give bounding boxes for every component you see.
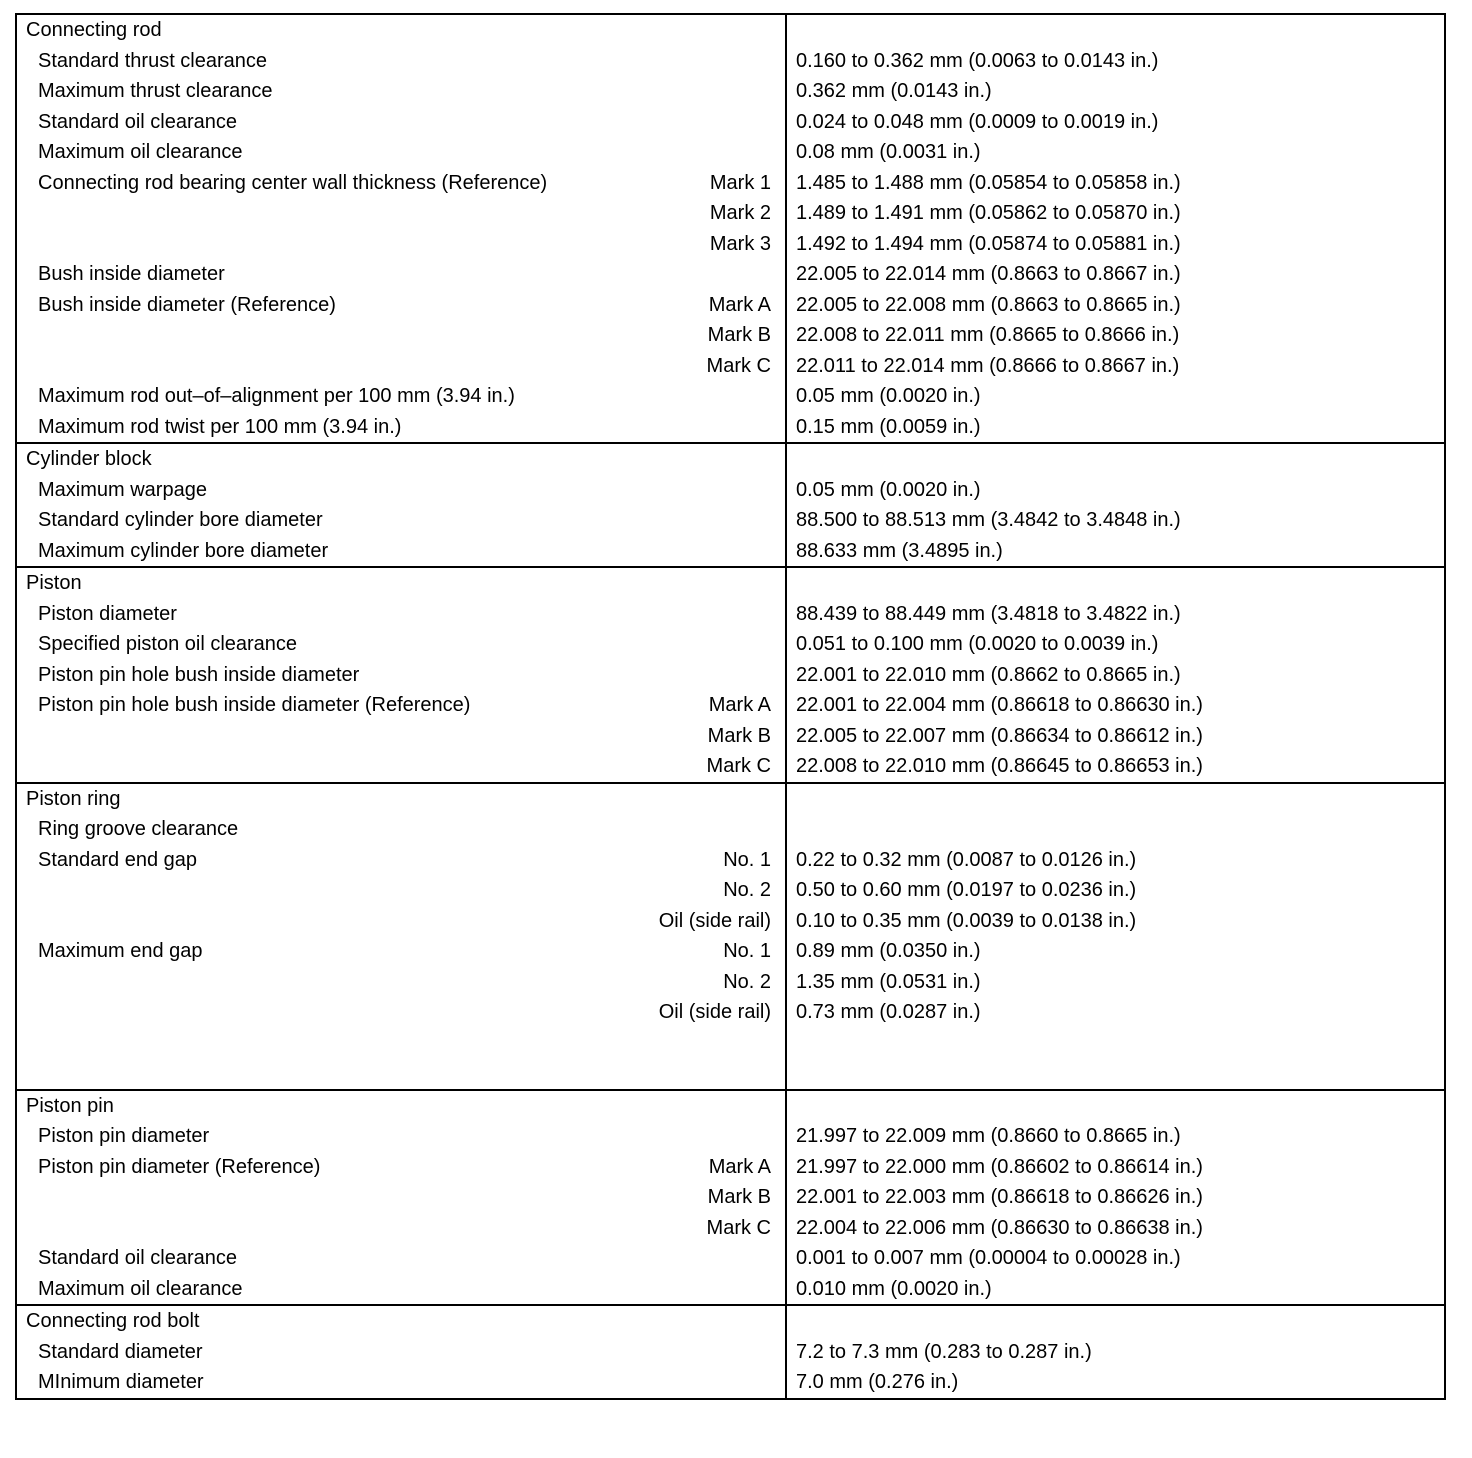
spec-value: 21.997 to 22.000 mm (0.86602 to 0.86614 in.) <box>796 1155 1203 1178</box>
spec-section <box>17 1089 1444 1305</box>
empty-row <box>17 1028 1444 1059</box>
spec-value: 0.08 mm (0.0031 in.) <box>796 141 981 163</box>
spec-value: 0.22 to 0.32 mm (0.0087 to 0.0126 in.) <box>796 848 1137 871</box>
spec-value: 22.005 to 22.008 mm (0.8663 to 0.8665 in.) <box>796 293 1181 316</box>
spec-row <box>17 936 1444 967</box>
section-title-row <box>17 1306 1444 1337</box>
spec-mark: Mark C <box>706 1216 771 1239</box>
spec-mark: Mark B <box>707 1186 771 1208</box>
spec-mark: Mark B <box>707 724 771 747</box>
spec-row <box>17 320 1444 351</box>
spec-section <box>17 1304 1444 1398</box>
spec-mark: Mark B <box>707 324 771 346</box>
spec-row <box>17 76 1444 107</box>
spec-mark: Mark 2 <box>709 202 771 224</box>
spec-value: 22.008 to 22.011 mm (0.8665 to 0.8666 in.) <box>796 324 1180 346</box>
spec-value: 1.35 mm (0.0531 in.) <box>796 970 981 993</box>
spec-value: 0.05 mm (0.0020 in.) <box>796 385 981 407</box>
spec-row <box>17 46 1444 77</box>
section-title: Connecting rod bolt <box>26 1310 200 1332</box>
spec-mark: Mark 1 <box>709 171 771 194</box>
spec-label: Piston pin diameter <box>38 1125 210 1147</box>
spec-row <box>17 1152 1444 1183</box>
spec-row <box>17 1337 1444 1368</box>
spec-row <box>17 290 1444 321</box>
spec-row <box>17 845 1444 876</box>
spec-row <box>17 660 1444 691</box>
spec-row <box>17 381 1444 412</box>
section-title-row <box>17 568 1444 599</box>
spec-value: 0.001 to 0.007 mm (0.00004 to 0.00028 in.) <box>796 1247 1181 1269</box>
spec-label: Standard end gap <box>38 848 198 871</box>
spec-row <box>17 505 1444 536</box>
spec-label: Standard diameter <box>38 1340 203 1363</box>
spec-row <box>17 107 1444 138</box>
spec-row <box>17 1213 1444 1244</box>
section-title: Connecting rod <box>26 19 162 41</box>
spec-row <box>17 1367 1444 1398</box>
spec-value: 22.008 to 22.010 mm (0.86645 to 0.86653 in.) <box>796 755 1203 777</box>
spec-row <box>17 814 1444 845</box>
spec-label: Maximum cylinder bore diameter <box>38 539 329 562</box>
spec-mark: Mark C <box>706 755 771 777</box>
spec-row <box>17 536 1444 567</box>
spec-value: 22.001 to 22.010 mm (0.8662 to 0.8665 in.) <box>796 663 1181 686</box>
section-title-row <box>17 784 1444 815</box>
spec-table <box>15 13 1446 1400</box>
spec-value: 0.362 mm (0.0143 in.) <box>796 80 992 102</box>
section-title: Piston ring <box>26 787 121 810</box>
spec-row <box>17 997 1444 1028</box>
spec-value: 0.05 mm (0.0020 in.) <box>796 478 981 501</box>
spec-label: Piston pin hole bush inside diameter (Reference) <box>38 694 471 716</box>
spec-row <box>17 351 1444 382</box>
spec-label: Standard thrust clearance <box>38 49 268 72</box>
spec-mark: No. 1 <box>723 848 771 871</box>
spec-value: 7.2 to 7.3 mm (0.283 to 0.287 in.) <box>796 1340 1092 1363</box>
spec-label: Maximum warpage <box>38 478 207 501</box>
empty-row <box>17 1058 1444 1089</box>
spec-label: Maximum oil clearance <box>38 141 243 163</box>
spec-value: 0.024 to 0.048 mm (0.0009 to 0.0019 in.) <box>796 110 1159 133</box>
spec-value: 1.485 to 1.488 mm (0.05854 to 0.05858 in.) <box>796 171 1181 194</box>
spec-row <box>17 198 1444 229</box>
spec-mark: No. 1 <box>723 940 771 962</box>
section-title-row <box>17 15 1444 46</box>
spec-label: Piston pin hole bush inside diameter <box>38 663 360 686</box>
spec-row <box>17 1274 1444 1305</box>
spec-value: 0.89 mm (0.0350 in.) <box>796 940 981 962</box>
section-title: Piston <box>26 572 82 594</box>
spec-row <box>17 168 1444 199</box>
spec-value: 0.73 mm (0.0287 in.) <box>796 1001 981 1023</box>
spec-label: MInimum diameter <box>38 1371 204 1393</box>
spec-value: 88.439 to 88.449 mm (3.4818 to 3.4822 in.) <box>796 602 1181 625</box>
spec-mark: Mark A <box>708 694 771 716</box>
spec-mark: No. 2 <box>723 879 771 901</box>
spec-section <box>17 782 1444 1089</box>
section-title: Piston pin <box>26 1094 114 1117</box>
spec-label: Standard cylinder bore diameter <box>38 509 323 531</box>
spec-value: 88.633 mm (3.4895 in.) <box>796 539 1003 562</box>
spec-row <box>17 629 1444 660</box>
spec-mark: Mark A <box>708 293 771 316</box>
spec-row <box>17 475 1444 506</box>
spec-value: 22.005 to 22.007 mm (0.86634 to 0.86612 in.) <box>796 724 1203 747</box>
spec-value: 1.492 to 1.494 mm (0.05874 to 0.05881 in.) <box>796 232 1181 255</box>
spec-label: Piston diameter <box>38 602 177 625</box>
spec-mark: Mark 3 <box>709 232 771 255</box>
spec-row <box>17 875 1444 906</box>
section-title-row <box>17 444 1444 475</box>
spec-row <box>17 259 1444 290</box>
spec-label: Maximum rod out–of–alignment per 100 mm (3.94 in.) <box>38 385 515 407</box>
spec-value: 22.005 to 22.014 mm (0.8663 to 0.8667 in.) <box>796 263 1181 285</box>
spec-value: 22.004 to 22.006 mm (0.86630 to 0.86638 in.) <box>796 1216 1203 1239</box>
spec-label: Standard oil clearance <box>38 1247 238 1269</box>
spec-section <box>17 442 1444 566</box>
section-title-row <box>17 1091 1444 1122</box>
spec-row <box>17 906 1444 937</box>
spec-value: 22.001 to 22.003 mm (0.86618 to 0.86626 in.) <box>796 1186 1203 1208</box>
spec-label: Maximum end gap <box>38 940 203 962</box>
spec-value: 0.010 mm (0.0020 in.) <box>796 1277 992 1300</box>
spec-mark: No. 2 <box>723 970 771 993</box>
spec-label: Connecting rod bearing center wall thickness (Reference) <box>38 171 548 194</box>
spec-section <box>17 566 1444 782</box>
spec-value: 88.500 to 88.513 mm (3.4842 to 3.4848 in.) <box>796 509 1181 531</box>
spec-label: Specified piston oil clearance <box>38 633 298 655</box>
spec-value: 7.0 mm (0.276 in.) <box>796 1371 959 1393</box>
spec-row <box>17 137 1444 168</box>
spec-value: 1.489 to 1.491 mm (0.05862 to 0.05870 in.) <box>796 202 1181 224</box>
spec-section <box>17 15 1444 442</box>
spec-row <box>17 229 1444 260</box>
spec-label: Bush inside diameter <box>38 263 225 285</box>
spec-mark: Oil (side rail) <box>658 1001 771 1023</box>
spec-value: 0.50 to 0.60 mm (0.0197 to 0.0236 in.) <box>796 879 1137 901</box>
spec-row <box>17 1121 1444 1152</box>
spec-value: 0.051 to 0.100 mm (0.0020 to 0.0039 in.) <box>796 633 1159 655</box>
spec-row <box>17 751 1444 782</box>
spec-value: 22.011 to 22.014 mm (0.8666 to 0.8667 in.) <box>796 354 1180 377</box>
spec-row <box>17 1243 1444 1274</box>
spec-label: Standard oil clearance <box>38 110 238 133</box>
spec-value: 0.160 to 0.362 mm (0.0063 to 0.0143 in.) <box>796 49 1159 72</box>
spec-value: 0.10 to 0.35 mm (0.0039 to 0.0138 in.) <box>796 909 1137 932</box>
spec-label: Maximum oil clearance <box>38 1277 243 1300</box>
spec-value: 22.001 to 22.004 mm (0.86618 to 0.86630 in.) <box>796 694 1203 716</box>
spec-value: 21.997 to 22.009 mm (0.8660 to 0.8665 in.) <box>796 1125 1181 1147</box>
spec-mark: Mark A <box>708 1155 771 1178</box>
spec-row <box>17 412 1444 443</box>
spec-label: Piston pin diameter (Reference) <box>38 1155 321 1178</box>
spec-mark: Mark C <box>706 354 771 377</box>
section-title: Cylinder block <box>26 448 152 470</box>
spec-label: Ring groove clearance <box>38 818 239 840</box>
spec-label: Bush inside diameter (Reference) <box>38 293 336 316</box>
spec-row <box>17 599 1444 630</box>
spec-value: 0.15 mm (0.0059 in.) <box>796 415 981 438</box>
spec-label: Maximum rod twist per 100 mm (3.94 in.) <box>38 415 402 438</box>
spec-row <box>17 721 1444 752</box>
spec-row <box>17 690 1444 721</box>
spec-row <box>17 967 1444 998</box>
spec-mark: Oil (side rail) <box>658 909 771 932</box>
spec-label: Maximum thrust clearance <box>38 80 273 102</box>
spec-row <box>17 1182 1444 1213</box>
